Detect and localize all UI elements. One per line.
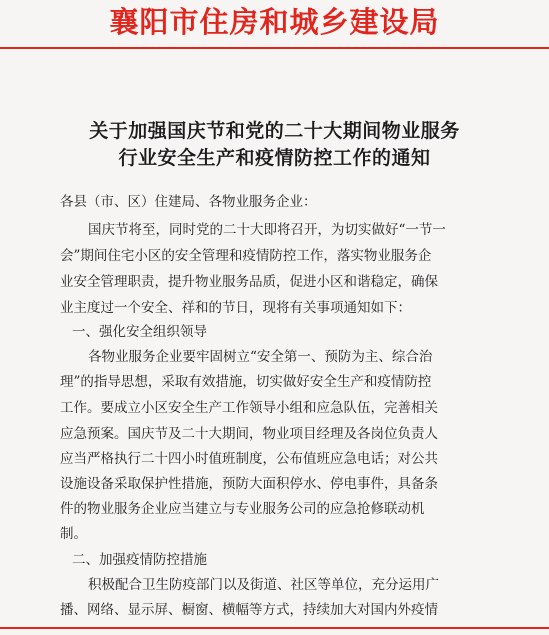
document-title-line-1: 关于加强国庆节和党的二十大期间物业服务	[89, 120, 460, 142]
section-1-line: 制。	[60, 526, 87, 542]
intro-line: 国庆节将至，同时党的二十大即将召开，为切实做好“一节一	[88, 222, 446, 238]
footer-red-rule	[0, 627, 549, 629]
salutation: 各县（市、区）住建局、各物业服务企业：	[60, 194, 317, 210]
section-2-line: 播、网络、显示屏、橱窗、横幅等方式，持续加大对国内外疫情	[60, 602, 438, 618]
intro-line: 会”期间住宅小区的安全管理和疫情防控工作，落实物业服务企	[60, 248, 432, 264]
section-1-line: 各物业服务企业要牢固树立“安全第一、预防为主、综合治	[88, 349, 433, 365]
section-1-line: 应当严格执行二十四小时值班制度，公布值班应急电话；对公共	[60, 451, 438, 467]
section-2-heading: 二、加强疫情防控措施	[72, 552, 207, 568]
section-2-line: 积极配合卫生防疫部门以及街道、社区等单位，充分运用广	[88, 577, 439, 593]
intro-line: 业主度过一个安全、祥和的节日，现将有关事项通知如下：	[60, 300, 411, 316]
letterhead-red-rule	[0, 47, 549, 49]
intro-line: 业安全管理职责，提升物业服务品质，促进小区和谐稳定，确保	[60, 274, 438, 290]
section-1-line: 工作。要成立小区安全生产工作领导小组和应急队伍，完善相关	[60, 400, 438, 416]
document-title-line-2: 行业安全生产和疫情防控工作的通知	[118, 147, 431, 169]
section-1-line: 理”的指导思想，采取有效措施，切实做好安全生产和疫情防控	[60, 374, 432, 390]
section-1-line: 应急预案。国庆节及二十大期间，物业项目经理及各岗位负责人	[60, 426, 438, 442]
letterhead-title: 襄阳市住房和城乡建设局	[109, 5, 440, 39]
section-1-heading: 一、强化安全组织领导	[72, 324, 207, 340]
section-1-line: 件的物业服务企业应当建立与专业服务公司的应急抢修联动机	[60, 501, 425, 517]
section-1-line: 设施设备采取保护性措施，预防大面积停水、停电事件，具备条	[60, 476, 438, 492]
